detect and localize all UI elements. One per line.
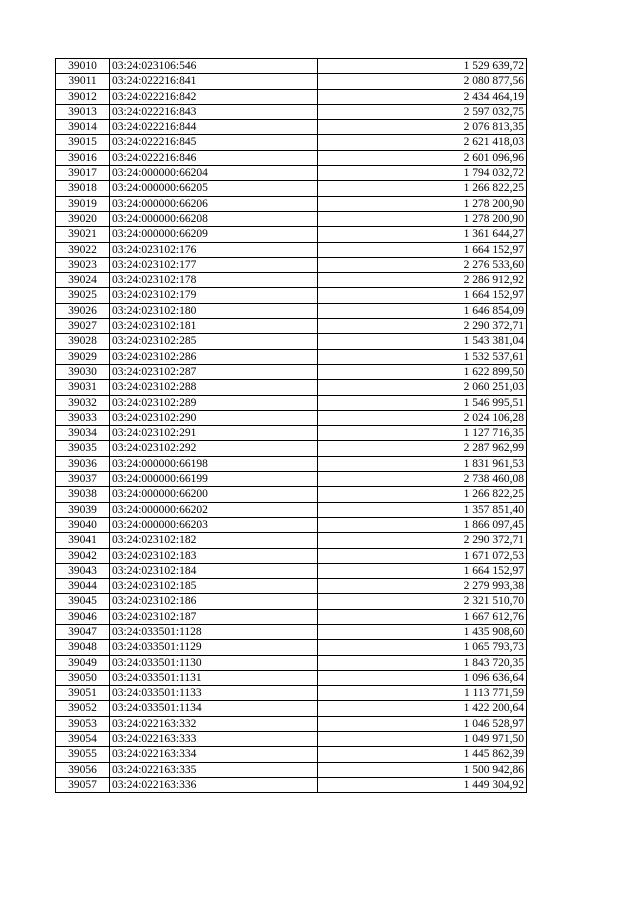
table-row — [56, 594, 527, 609]
cadastral-number-cell: 03:24:000000:66203 — [110, 517, 318, 532]
cadastral-value-cell: 1 843 720,35 — [318, 655, 527, 670]
table-row — [56, 364, 527, 379]
row-number-cell: 39010 — [56, 59, 110, 74]
cadastral-value-cell: 2 279 993,38 — [318, 579, 527, 594]
table-row — [56, 762, 527, 777]
cadastral-value-cell: 2 597 032,75 — [318, 104, 527, 119]
cadastral-number-cell: 03:24:023102:185 — [110, 579, 318, 594]
table-row — [56, 747, 527, 762]
table-row — [56, 624, 527, 639]
table-row — [56, 548, 527, 563]
table-row — [56, 456, 527, 471]
row-number-cell: 39044 — [56, 579, 110, 594]
cadastral-value-cell: 1 500 942,86 — [318, 762, 527, 777]
table-row — [56, 701, 527, 716]
cadastral-value-cell: 1 831 961,53 — [318, 456, 527, 471]
row-number-cell: 39034 — [56, 426, 110, 441]
table-row — [56, 74, 527, 89]
table-row — [56, 533, 527, 548]
cadastral-number-cell: 03:24:023102:286 — [110, 349, 318, 364]
table-row — [56, 716, 527, 731]
cadastral-value-table — [55, 58, 527, 793]
cadastral-number-cell: 03:24:000000:66209 — [110, 227, 318, 242]
cadastral-value-cell: 2 080 877,56 — [318, 74, 527, 89]
row-number-cell: 39048 — [56, 640, 110, 655]
row-number-cell: 39012 — [56, 89, 110, 104]
table-row — [56, 349, 527, 364]
cadastral-number-cell: 03:24:023102:176 — [110, 242, 318, 257]
cadastral-number-cell: 03:24:023106:546 — [110, 59, 318, 74]
table-row — [56, 609, 527, 624]
cadastral-number-cell: 03:24:023102:287 — [110, 364, 318, 379]
table-row — [56, 196, 527, 211]
cadastral-value-cell: 2 060 251,03 — [318, 380, 527, 395]
row-number-cell: 39046 — [56, 609, 110, 624]
table-row — [56, 181, 527, 196]
row-number-cell: 39025 — [56, 288, 110, 303]
row-number-cell: 39040 — [56, 517, 110, 532]
cadastral-value-cell: 1 357 851,40 — [318, 502, 527, 517]
cadastral-number-cell: 03:24:000000:66198 — [110, 456, 318, 471]
cadastral-number-cell: 03:24:022163:333 — [110, 732, 318, 747]
table-row — [56, 257, 527, 272]
cadastral-value-cell: 1 529 639,72 — [318, 59, 527, 74]
cadastral-number-cell: 03:24:023102:178 — [110, 273, 318, 288]
row-number-cell: 39051 — [56, 686, 110, 701]
table-row — [56, 732, 527, 747]
row-number-cell: 39050 — [56, 670, 110, 685]
cadastral-value-cell: 1 664 152,97 — [318, 288, 527, 303]
table-row — [56, 166, 527, 181]
cadastral-value-cell: 1 664 152,97 — [318, 242, 527, 257]
cadastral-value-cell: 1 278 200,90 — [318, 196, 527, 211]
cadastral-number-cell: 03:24:023102:292 — [110, 441, 318, 456]
row-number-cell: 39036 — [56, 456, 110, 471]
table-row — [56, 777, 527, 792]
row-number-cell: 39022 — [56, 242, 110, 257]
table-row — [56, 334, 527, 349]
row-number-cell: 39018 — [56, 181, 110, 196]
cadastral-number-cell: 03:24:023102:291 — [110, 426, 318, 441]
cadastral-number-cell: 03:24:033501:1130 — [110, 655, 318, 670]
row-number-cell: 39015 — [56, 135, 110, 150]
cadastral-value-cell: 1 671 072,53 — [318, 548, 527, 563]
row-number-cell: 39043 — [56, 563, 110, 578]
row-number-cell: 39054 — [56, 732, 110, 747]
table-row — [56, 273, 527, 288]
cadastral-number-cell: 03:24:000000:66206 — [110, 196, 318, 211]
row-number-cell: 39045 — [56, 594, 110, 609]
cadastral-number-cell: 03:24:023102:179 — [110, 288, 318, 303]
cadastral-number-cell: 03:24:023102:186 — [110, 594, 318, 609]
cadastral-value-cell: 1 049 971,50 — [318, 732, 527, 747]
cadastral-number-cell: 03:24:022163:336 — [110, 777, 318, 792]
row-number-cell: 39057 — [56, 777, 110, 792]
cadastral-value-cell: 1 361 644,27 — [318, 227, 527, 242]
row-number-cell: 39053 — [56, 716, 110, 731]
cadastral-number-cell: 03:24:023102:177 — [110, 257, 318, 272]
cadastral-value-cell: 2 290 372,71 — [318, 533, 527, 548]
cadastral-value-cell: 1 546 995,51 — [318, 395, 527, 410]
row-number-cell: 39052 — [56, 701, 110, 716]
row-number-cell: 39011 — [56, 74, 110, 89]
table-row — [56, 563, 527, 578]
row-number-cell: 39039 — [56, 502, 110, 517]
cadastral-value-cell: 1 543 381,04 — [318, 334, 527, 349]
cadastral-value-cell: 1 794 032,72 — [318, 166, 527, 181]
cadastral-number-cell: 03:24:033501:1128 — [110, 624, 318, 639]
cadastral-number-cell: 03:24:022163:332 — [110, 716, 318, 731]
row-number-cell: 39047 — [56, 624, 110, 639]
table-row — [56, 242, 527, 257]
cadastral-value-cell: 2 621 418,03 — [318, 135, 527, 150]
cadastral-value-cell: 1 646 854,09 — [318, 303, 527, 318]
table-row — [56, 288, 527, 303]
table-row — [56, 640, 527, 655]
table-body — [56, 59, 527, 793]
cadastral-value-cell: 2 601 096,96 — [318, 150, 527, 165]
cadastral-number-cell: 03:24:022163:335 — [110, 762, 318, 777]
cadastral-value-cell: 1 127 716,35 — [318, 426, 527, 441]
table-row — [56, 472, 527, 487]
table-row — [56, 150, 527, 165]
row-number-cell: 39038 — [56, 487, 110, 502]
cadastral-value-cell: 2 076 813,35 — [318, 120, 527, 135]
row-number-cell: 39030 — [56, 364, 110, 379]
row-number-cell: 39042 — [56, 548, 110, 563]
row-number-cell: 39049 — [56, 655, 110, 670]
cadastral-number-cell: 03:24:023102:290 — [110, 410, 318, 425]
table-row — [56, 655, 527, 670]
row-number-cell: 39033 — [56, 410, 110, 425]
cadastral-value-cell: 1 664 152,97 — [318, 563, 527, 578]
table-row — [56, 441, 527, 456]
cadastral-value-cell: 1 532 537,61 — [318, 349, 527, 364]
cadastral-number-cell: 03:24:023102:289 — [110, 395, 318, 410]
table-row — [56, 227, 527, 242]
cadastral-number-cell: 03:24:000000:66200 — [110, 487, 318, 502]
cadastral-number-cell: 03:24:022216:842 — [110, 89, 318, 104]
cadastral-value-cell: 2 434 464,19 — [318, 89, 527, 104]
row-number-cell: 39055 — [56, 747, 110, 762]
cadastral-number-cell: 03:24:000000:66202 — [110, 502, 318, 517]
cadastral-value-cell: 2 286 912,92 — [318, 273, 527, 288]
cadastral-number-cell: 03:24:022216:844 — [110, 120, 318, 135]
table-row — [56, 410, 527, 425]
table-row — [56, 395, 527, 410]
table-row — [56, 303, 527, 318]
table-row — [56, 59, 527, 74]
cadastral-value-cell: 1 113 771,59 — [318, 686, 527, 701]
table-row — [56, 120, 527, 135]
cadastral-value-cell: 2 738 460,08 — [318, 472, 527, 487]
cadastral-value-cell: 2 287 962,99 — [318, 441, 527, 456]
cadastral-number-cell: 03:24:000000:66208 — [110, 211, 318, 226]
cadastral-number-cell: 03:24:033501:1133 — [110, 686, 318, 701]
row-number-cell: 39029 — [56, 349, 110, 364]
row-number-cell: 39035 — [56, 441, 110, 456]
cadastral-number-cell: 03:24:023102:181 — [110, 319, 318, 334]
row-number-cell: 39037 — [56, 472, 110, 487]
table-row — [56, 579, 527, 594]
row-number-cell: 39031 — [56, 380, 110, 395]
cadastral-number-cell: 03:24:033501:1131 — [110, 670, 318, 685]
row-number-cell: 39056 — [56, 762, 110, 777]
cadastral-value-cell: 2 024 106,28 — [318, 410, 527, 425]
cadastral-number-cell: 03:24:022216:841 — [110, 74, 318, 89]
cadastral-number-cell: 03:24:023102:180 — [110, 303, 318, 318]
table-row — [56, 135, 527, 150]
row-number-cell: 39026 — [56, 303, 110, 318]
cadastral-value-cell: 1 278 200,90 — [318, 211, 527, 226]
cadastral-number-cell: 03:24:023102:187 — [110, 609, 318, 624]
cadastral-number-cell: 03:24:000000:66199 — [110, 472, 318, 487]
row-number-cell: 39019 — [56, 196, 110, 211]
cadastral-number-cell: 03:24:022163:334 — [110, 747, 318, 762]
cadastral-value-cell: 1 622 899,50 — [318, 364, 527, 379]
cadastral-number-cell: 03:24:022216:846 — [110, 150, 318, 165]
cadastral-value-cell: 1 266 822,25 — [318, 487, 527, 502]
cadastral-value-cell: 2 321 510,70 — [318, 594, 527, 609]
cadastral-number-cell: 03:24:023102:285 — [110, 334, 318, 349]
table-row — [56, 380, 527, 395]
cadastral-number-cell: 03:24:022216:843 — [110, 104, 318, 119]
cadastral-number-cell: 03:24:023102:182 — [110, 533, 318, 548]
row-number-cell: 39014 — [56, 120, 110, 135]
cadastral-value-cell: 1 449 304,92 — [318, 777, 527, 792]
row-number-cell: 39021 — [56, 227, 110, 242]
cadastral-number-cell: 03:24:000000:66205 — [110, 181, 318, 196]
cadastral-value-cell: 2 276 533,60 — [318, 257, 527, 272]
table-row — [56, 502, 527, 517]
cadastral-value-cell: 1 096 636,64 — [318, 670, 527, 685]
table-row — [56, 426, 527, 441]
row-number-cell: 39041 — [56, 533, 110, 548]
table-row — [56, 487, 527, 502]
cadastral-value-cell: 1 266 822,25 — [318, 181, 527, 196]
cadastral-value-cell: 1 046 528,97 — [318, 716, 527, 731]
cadastral-number-cell: 03:24:000000:66204 — [110, 166, 318, 181]
cadastral-number-cell: 03:24:022216:845 — [110, 135, 318, 150]
row-number-cell: 39020 — [56, 211, 110, 226]
cadastral-value-cell: 1 667 612,76 — [318, 609, 527, 624]
cadastral-value-cell: 1 435 908,60 — [318, 624, 527, 639]
row-number-cell: 39013 — [56, 104, 110, 119]
cadastral-number-cell: 03:24:023102:288 — [110, 380, 318, 395]
row-number-cell: 39028 — [56, 334, 110, 349]
cadastral-number-cell: 03:24:033501:1134 — [110, 701, 318, 716]
table-row — [56, 211, 527, 226]
row-number-cell: 39032 — [56, 395, 110, 410]
row-number-cell: 39016 — [56, 150, 110, 165]
cadastral-number-cell: 03:24:023102:184 — [110, 563, 318, 578]
row-number-cell: 39024 — [56, 273, 110, 288]
cadastral-value-cell: 1 445 862,39 — [318, 747, 527, 762]
cadastral-value-cell: 1 065 793,73 — [318, 640, 527, 655]
row-number-cell: 39027 — [56, 319, 110, 334]
table-row — [56, 686, 527, 701]
cadastral-value-cell: 2 290 372,71 — [318, 319, 527, 334]
row-number-cell: 39023 — [56, 257, 110, 272]
cadastral-number-cell: 03:24:023102:183 — [110, 548, 318, 563]
cadastral-value-cell: 1 866 097,45 — [318, 517, 527, 532]
table-row — [56, 89, 527, 104]
table-row — [56, 319, 527, 334]
table-row — [56, 517, 527, 532]
cadastral-number-cell: 03:24:033501:1129 — [110, 640, 318, 655]
cadastral-value-cell: 1 422 200,64 — [318, 701, 527, 716]
table-row — [56, 670, 527, 685]
table-row — [56, 104, 527, 119]
row-number-cell: 39017 — [56, 166, 110, 181]
